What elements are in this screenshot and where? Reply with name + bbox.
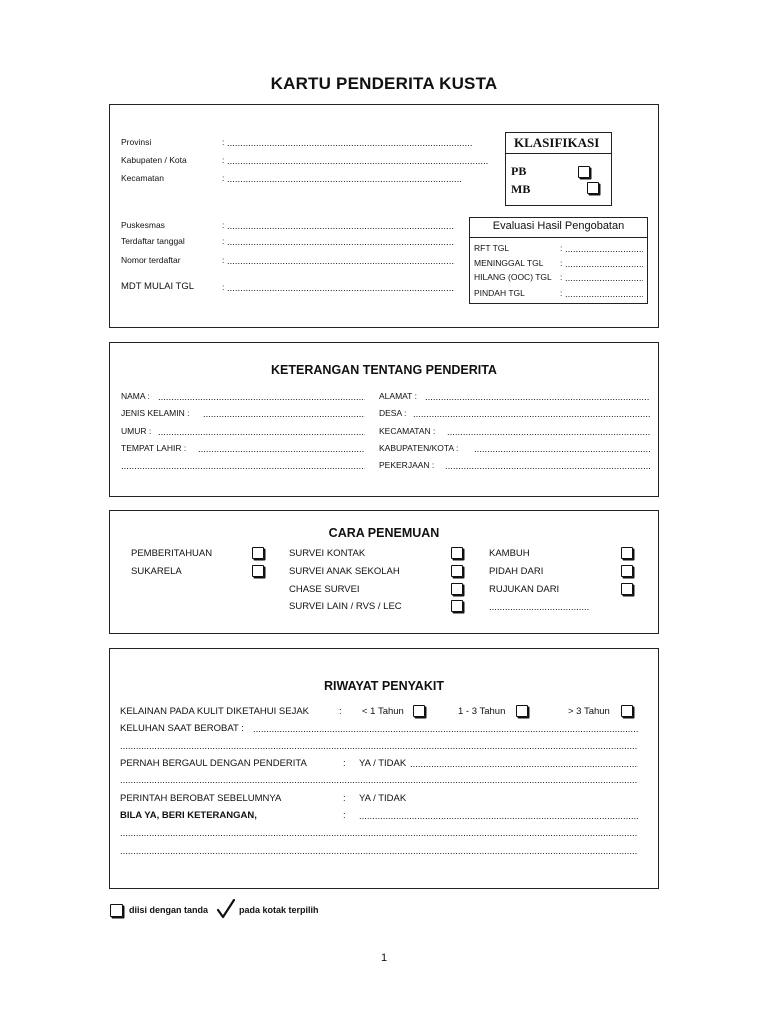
nomor-terdaftar-input-line[interactable] xyxy=(227,256,455,267)
riwayat-perintah-label: PERINTAH BEROBAT SEBELUMNYA xyxy=(120,793,282,804)
field-sep: : xyxy=(222,155,225,165)
keluhan-input-line-1[interactable] xyxy=(253,724,638,735)
field-sep: : xyxy=(222,255,225,265)
desa-input-line[interactable] xyxy=(413,409,650,420)
riwayat-kelainan-label: KELAINAN PADA KULIT DIKETAHUI SEJAK xyxy=(120,706,310,717)
provinsi-input-line[interactable] xyxy=(227,138,473,149)
alamat-input-line[interactable] xyxy=(425,392,650,403)
penderita-label-nama: NAMA : xyxy=(121,391,150,401)
umur-input-line[interactable] xyxy=(158,427,365,438)
penderita-label-kabupaten: KABUPATEN/KOTA : xyxy=(379,443,459,453)
riwayat-duration-1to3-label: 1 - 3 Tahun xyxy=(458,706,506,717)
keterangan-input-line-1[interactable] xyxy=(359,811,638,822)
legend-note-after: pada kotak terpilih xyxy=(239,905,319,915)
evaluasi-title: Evaluasi Hasil Pengobatan xyxy=(492,220,625,232)
tempat-lahir-input-line[interactable] xyxy=(198,444,365,455)
terdaftar-tanggal-input-line[interactable] xyxy=(227,237,455,248)
penemuan-survei-kontak-checkbox[interactable] xyxy=(451,547,463,559)
keterangan-input-line-3[interactable] xyxy=(120,846,638,857)
riwayat-perintah-value: YA / TIDAK xyxy=(359,793,407,804)
evaluasi-sep: : xyxy=(560,288,563,298)
penderita-kabupaten-input-line[interactable] xyxy=(474,444,650,455)
field-sep: : xyxy=(222,282,225,292)
penemuan-lainnya-input-line[interactable] xyxy=(489,602,589,613)
evaluasi-label-meninggal: MENINGGAL TGL xyxy=(474,258,544,268)
riwayat-keluhan-label: KELUHAN SAAT BEROBAT : xyxy=(120,723,244,734)
page-title: KARTU PENDERITA KUSTA xyxy=(270,74,498,93)
penderita-label-alamat: ALAMAT : xyxy=(379,391,417,401)
field-label-terdaftar-tanggal: Terdaftar tanggal xyxy=(121,236,185,246)
evaluasi-sep: : xyxy=(560,272,563,282)
penemuan-rujukan-dari-label: RUJUKAN DARI xyxy=(489,584,560,595)
penderita-label-jenis-kelamin: JENIS KELAMIN : xyxy=(121,408,190,418)
pekerjaan-input-line[interactable] xyxy=(445,461,650,472)
penderita-label-desa: DESA : xyxy=(379,408,407,418)
jenis-kelamin-input-line[interactable] xyxy=(203,409,365,420)
legend-checkbox xyxy=(110,904,123,917)
penemuan-survei-kontak-label: SURVEI KONTAK xyxy=(289,548,366,559)
evaluasi-sep: : xyxy=(560,243,563,253)
penemuan-title: CARA PENEMUAN xyxy=(328,526,440,540)
riwayat-title: RIWAYAT PENYAKIT xyxy=(324,679,444,693)
penemuan-pemberitahuan-label: PEMBERITAHUAN xyxy=(131,548,213,559)
evaluasi-hilang-input-line[interactable] xyxy=(565,273,643,284)
riwayat-sep: : xyxy=(343,758,346,769)
klasifikasi-pb-checkbox[interactable] xyxy=(578,166,590,178)
evaluasi-label-pindah: PINDAH TGL xyxy=(474,288,525,298)
penderita-label-umur: UMUR : xyxy=(121,426,152,436)
kabupaten-input-line[interactable] xyxy=(227,156,488,167)
penderita-label-kecamatan: KECAMATAN : xyxy=(379,426,436,436)
field-sep: : xyxy=(222,220,225,230)
evaluasi-label-rft: RFT TGL xyxy=(474,243,510,253)
field-sep: : xyxy=(222,173,225,183)
mdt-mulai-input-line[interactable] xyxy=(227,283,455,294)
checkmark-icon xyxy=(217,899,235,919)
extra-input-line[interactable] xyxy=(121,461,365,472)
evaluasi-meninggal-input-line[interactable] xyxy=(565,259,643,270)
penemuan-chase-survei-checkbox[interactable] xyxy=(451,583,463,595)
penderita-kecamatan-input-line[interactable] xyxy=(447,427,650,438)
riwayat-duration-lt1-label: < 1 Tahun xyxy=(362,706,404,717)
riwayat-sep: : xyxy=(339,706,342,717)
field-label-puskesmas: Puskesmas xyxy=(121,220,165,230)
field-label-nomor-terdaftar: Nomor terdaftar xyxy=(121,255,181,265)
penderita-label-tempat-lahir: TEMPAT LAHIR : xyxy=(121,443,187,453)
riwayat-duration-1to3-checkbox[interactable] xyxy=(516,705,528,717)
riwayat-bergaul-value: YA / TIDAK xyxy=(359,758,407,769)
riwayat-sep: : xyxy=(343,810,346,821)
klasifikasi-mb-label: MB xyxy=(511,182,531,196)
penemuan-chase-survei-label: CHASE SURVEI xyxy=(289,584,360,595)
penemuan-sukarela-checkbox[interactable] xyxy=(252,565,264,577)
evaluasi-rft-input-line[interactable] xyxy=(565,244,643,255)
penemuan-pidah-dari-checkbox[interactable] xyxy=(621,565,633,577)
field-label-kabupaten: Kabupaten / Kota xyxy=(121,155,187,165)
riwayat-bergaul-label: PERNAH BERGAUL DENGAN PENDERITA xyxy=(120,758,307,769)
penemuan-pemberitahuan-checkbox[interactable] xyxy=(252,547,264,559)
penemuan-kambuh-label: KAMBUH xyxy=(489,548,530,559)
evaluasi-label-hilang: HILANG (OOC) TGL xyxy=(474,272,552,282)
riwayat-sep: : xyxy=(343,793,346,804)
evaluasi-pindah-input-line[interactable] xyxy=(565,289,643,300)
evaluasi-sep: : xyxy=(560,258,563,268)
riwayat-duration-lt1-checkbox[interactable] xyxy=(413,705,425,717)
riwayat-duration-gt3-label: > 3 Tahun xyxy=(568,706,610,717)
nama-input-line[interactable] xyxy=(158,392,365,403)
klasifikasi-title: KLASIFIKASI xyxy=(514,135,600,150)
page-number: 1 xyxy=(380,952,388,964)
puskesmas-input-line[interactable] xyxy=(227,221,455,232)
field-label-provinsi: Provinsi xyxy=(121,137,152,147)
field-label-kecamatan: Kecamatan xyxy=(121,173,164,183)
riwayat-bila-label: BILA YA, BERI KETERANGAN, xyxy=(120,810,257,821)
riwayat-duration-gt3-checkbox[interactable] xyxy=(621,705,633,717)
penemuan-survei-lain-checkbox[interactable] xyxy=(451,600,463,612)
field-sep: : xyxy=(222,236,225,246)
klasifikasi-mb-checkbox[interactable] xyxy=(587,182,599,194)
klasifikasi-divider xyxy=(505,153,612,154)
field-label-mdt-mulai: MDT MULAI TGL xyxy=(121,281,195,292)
penemuan-sukarela-label: SUKARELA xyxy=(131,566,182,577)
field-sep: : xyxy=(222,137,225,147)
penemuan-rujukan-dari-checkbox[interactable] xyxy=(621,583,633,595)
legend-note-before: diisi dengan tanda xyxy=(129,905,209,915)
bergaul-input-line-1[interactable] xyxy=(410,759,638,770)
penemuan-survei-anak-sekolah-label: SURVEI ANAK SEKOLAH xyxy=(289,566,400,577)
keluhan-input-line-2[interactable] xyxy=(120,741,638,752)
penderita-title: KETERANGAN TENTANG PENDERITA xyxy=(271,363,497,377)
penemuan-kambuh-checkbox[interactable] xyxy=(621,547,633,559)
kecamatan-input-line[interactable] xyxy=(227,174,461,185)
bergaul-input-line-2[interactable] xyxy=(120,775,638,786)
klasifikasi-pb-label: PB xyxy=(511,164,527,178)
penderita-label-pekerjaan: PEKERJAAN : xyxy=(379,460,435,470)
penemuan-survei-anak-sekolah-checkbox[interactable] xyxy=(451,565,463,577)
evaluasi-divider xyxy=(469,237,648,238)
keterangan-input-line-2[interactable] xyxy=(120,828,638,839)
penemuan-survei-lain-label: SURVEI LAIN / RVS / LEC xyxy=(289,601,402,612)
penemuan-pidah-dari-label: PIDAH DARI xyxy=(489,566,544,577)
